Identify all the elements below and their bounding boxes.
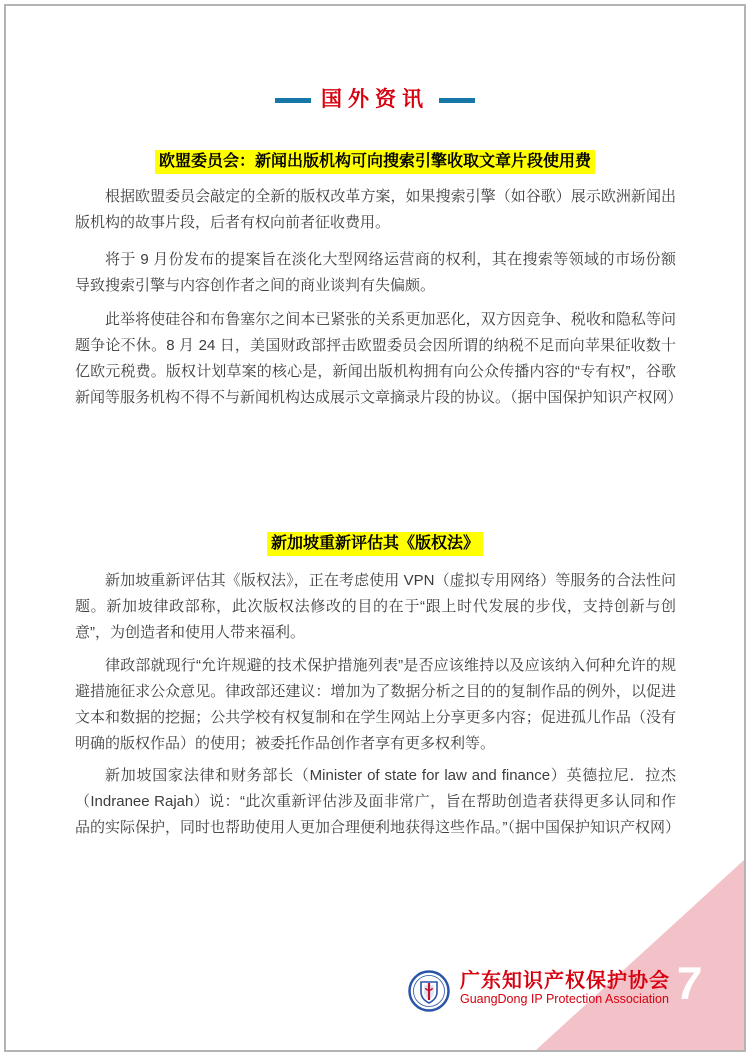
article2-paragraph-2: 律政部就现行“允许规避的技术保护措施列表”是否应该维持以及应该纳入何种允许的规避措施征求公众意见。律政部还建议：增加为了数据分析之目的的复制作品的例外，以促进文本和数据的挖掘；公共学校有权复制和在学生网站上分享更多内容；促进孤儿作品（没有明确的版权作品）的使用；被委托作品创作者享有更多权利等。 <box>75 657 676 752</box>
article1-paragraph-2: 将于 9 月份发布的提案旨在淡化大型网络运营商的权利，其在搜索等领域的市场份额导致搜索引擎与内容创作者之间的商业谈判有失偏颇。 <box>75 251 676 294</box>
header-left-dash <box>275 98 311 103</box>
article1-paragraph-3: 此举将使硅谷和布鲁塞尔之间本已紧张的关系更加恶化，双方因竞争、税收和隐私等问题争论不休。8 月 24 日，美国财政部抨击欧盟委员会因所谓的纳税不足而向苹果征收数十亿欧元税费。版权计划草案的核心是，新闻出版机构拥有向公众传播内容的“专有权”，谷歌新闻等服务机构不得不与新闻机构达成展示文章摘录片段的协议。（据中国保护知识产权网） <box>75 311 683 406</box>
header-right-dash <box>439 98 475 103</box>
association-logo-icon <box>408 970 450 1012</box>
article2-paragraph-1: 新加坡重新评估其《版权法》，正在考虑使用 VPN（虚拟专用网络）等服务的合法性问题。新加坡律政部称，此次版权法修改的目的在于“跟上时代发展的步伐，支持创新与创意”，为创造者和使用人带来福利。 <box>75 572 676 641</box>
association-name-block <box>460 970 670 1007</box>
association-name-cn: 广东知识产权保护协会 <box>460 970 670 992</box>
page-footer <box>0 957 750 1022</box>
section-title: 国外资讯 <box>321 88 429 111</box>
article1-headline-text: 欧盟委员会：新闻出版机构可向搜索引擎收取文章片段使用费 <box>155 150 595 174</box>
article1-paragraph-1: 根据欧盟委员会敲定的全新的版权改革方案，如果搜索引擎（如谷歌）展示欧洲新闻出版机构的故事片段，后者有权向前者征收费用。 <box>75 188 676 231</box>
article2-paragraph-3: 新加坡国家法律和财务部长（Minister of state for law and finance）英德拉尼．拉杰（Indranee Rajah）说：“此次重新评估涉及面非常广，旨在帮助创造者获得更多认同和作品的实际保护，同时也帮助使用人更加合理便利地获得这些作品。”（据中国保护知识产权网） <box>75 767 680 836</box>
page-number: 7 <box>674 957 704 1009</box>
article2-headline <box>0 532 750 556</box>
article2-headline-text: 新加坡重新评估其《版权法》 <box>267 532 483 556</box>
section-header <box>0 88 750 112</box>
article1-headline <box>0 150 750 174</box>
association-name-en: GuangDong IP Protection Association <box>460 992 669 1006</box>
